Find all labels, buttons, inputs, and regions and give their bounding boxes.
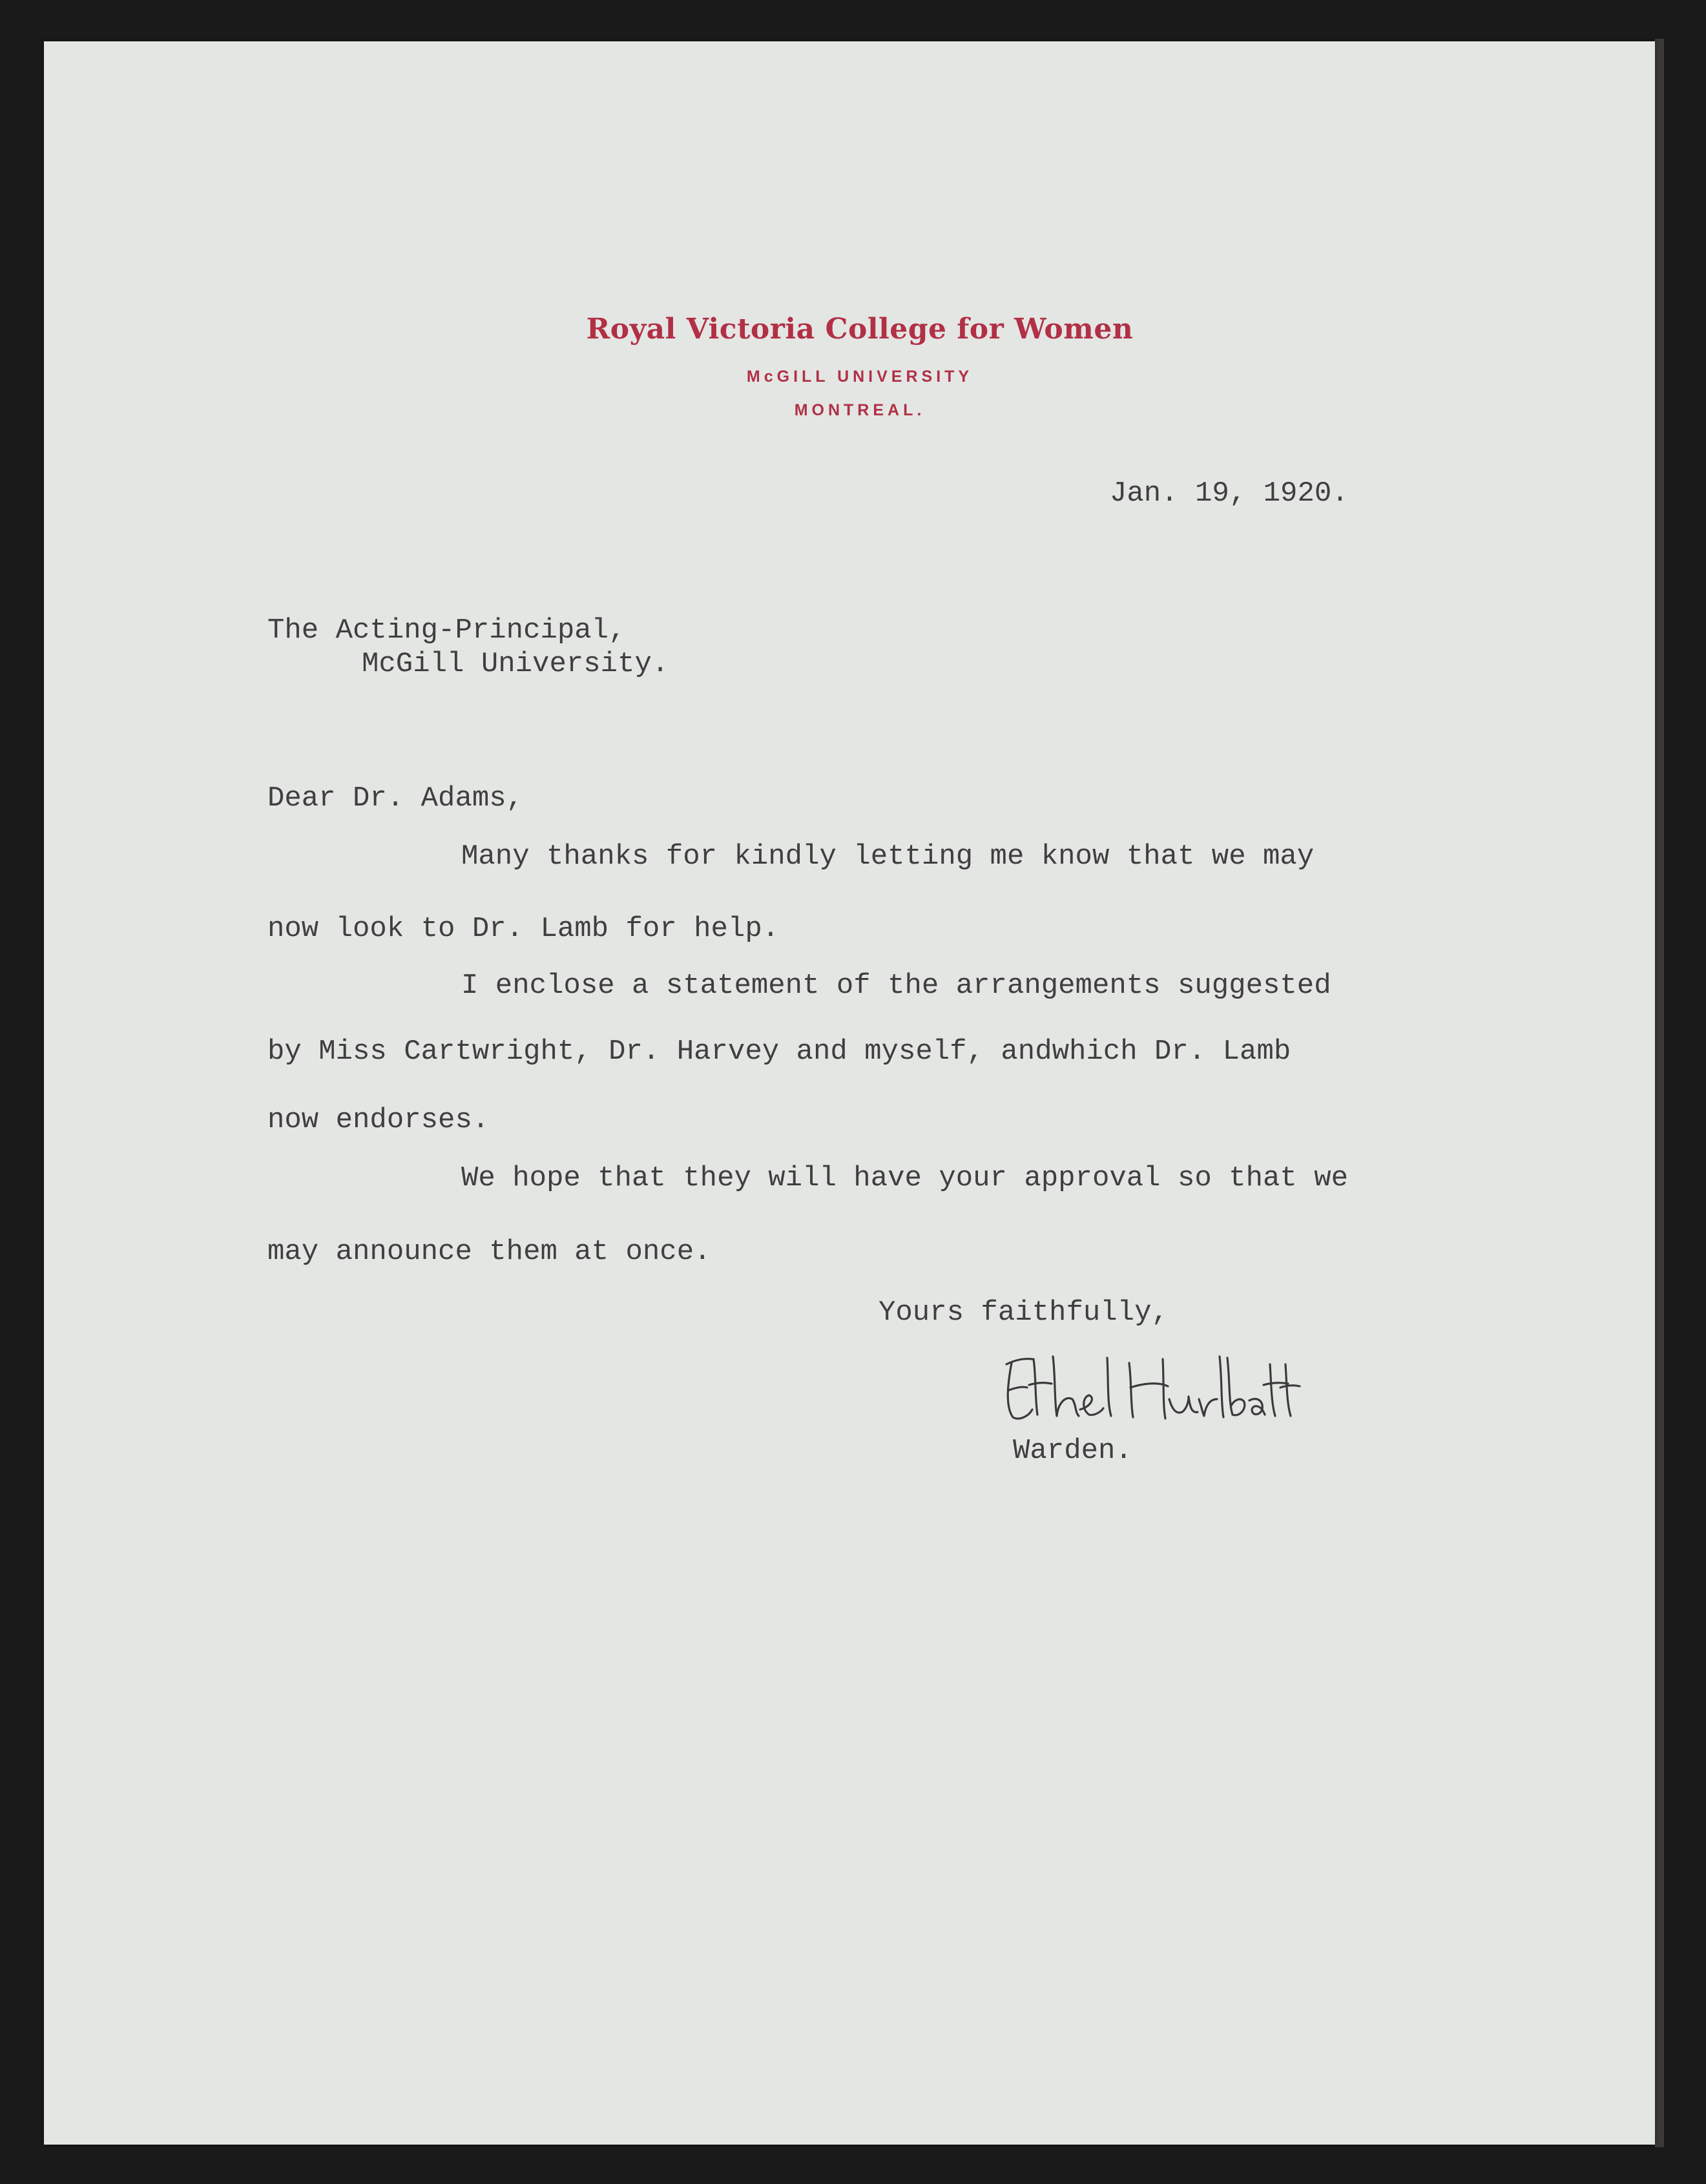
closing: Yours faithfully, (879, 1296, 1169, 1329)
body-line: by Miss Cartwright, Dr. Harvey and myself, andwhich Dr. Lamb (267, 1035, 1291, 1068)
body-line: now endorses. (267, 1104, 490, 1136)
body-line: may announce them at once. (267, 1236, 711, 1268)
letter-page (44, 41, 1655, 2145)
page-edge (1655, 39, 1664, 2147)
body-line: Many thanks for kindly letting me know that we may (461, 840, 1315, 873)
letterhead-title: Royal Victoria College for Women (586, 313, 1134, 346)
body-line: We hope that they will have your approval so that we (461, 1162, 1349, 1194)
recipient-line-1: The Acting-Principal, (267, 614, 626, 647)
body-line: now look to Dr. Lamb for help. (267, 913, 780, 945)
letterhead-university: McGILL UNIVERSITY (746, 368, 973, 386)
letterhead-city: MONTREAL. (794, 401, 926, 419)
recipient-line-2: McGill University. (362, 648, 669, 680)
body-line: I enclose a statement of the arrangements suggested (461, 970, 1331, 1002)
salutation: Dear Dr. Adams, (267, 782, 524, 815)
letter-date: Jan. 19, 1920. (1110, 477, 1349, 510)
handwritten-signature (993, 1345, 1304, 1442)
signer-title: Warden. (1013, 1435, 1132, 1467)
